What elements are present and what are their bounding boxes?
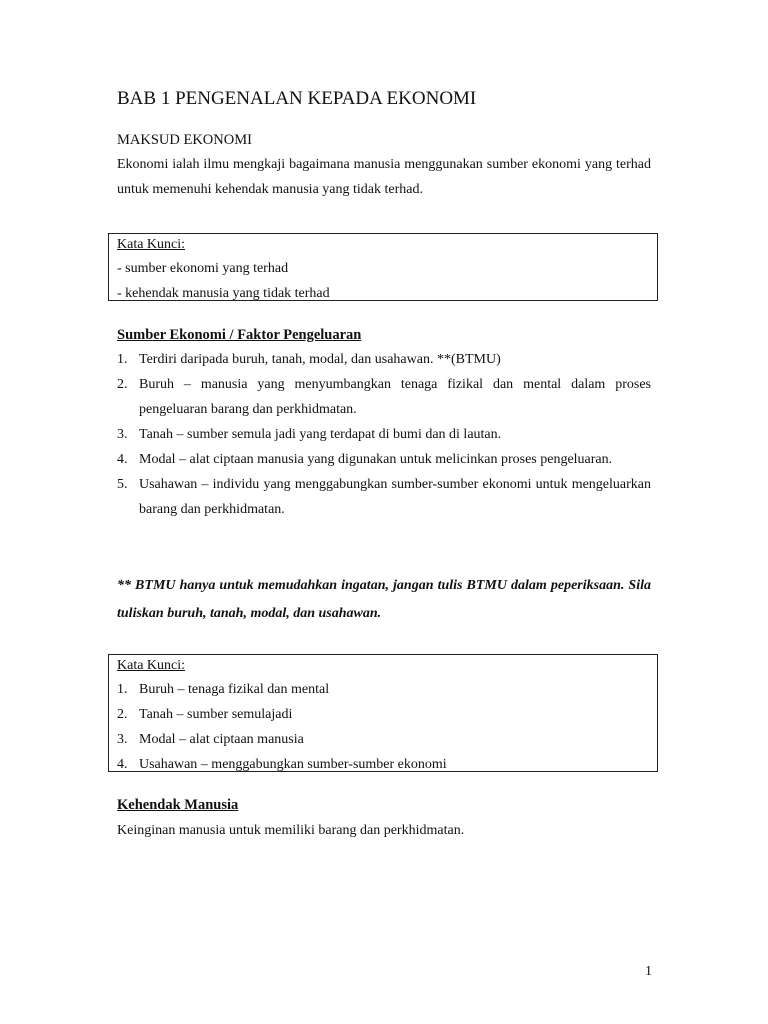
exam-note: ** BTMU hanya untuk memudahkan ingatan, jangan tulis BTMU dalam peperiksaan. Sila tuliskan buruh, tanah, modal, dan usahawan. [117, 578, 651, 621]
keyword-line: - kehendak manusia yang tidak terhad [117, 286, 330, 301]
list-text: Tanah – sumber semula jadi yang terdapat di bumi dan di lautan. [139, 427, 502, 442]
list-number: 1. [117, 352, 128, 367]
list-number: 1. [117, 682, 128, 697]
list-number: 2. [117, 707, 128, 722]
keyword-box-2-list [117, 677, 657, 777]
list-text: Buruh – tenaga fizikal dan mental [139, 682, 330, 697]
list-text: Usahawan – menggabungkan sumber-sumber ekonomi [139, 757, 447, 772]
section-heading-maksud-ekonomi: MAKSUD EKONOMI [117, 132, 252, 148]
keyword-box-2-title: Kata Kunci: [117, 658, 186, 673]
list-item [117, 422, 651, 447]
list-text: Buruh – manusia yang menyumbangkan tenaga fizikal dan mental dalam proses pengeluaran barang dan perkhidmatan. [139, 377, 651, 417]
list-item [117, 677, 657, 702]
list-text: Tanah – sumber semulajadi [139, 707, 293, 722]
list-item [117, 372, 651, 422]
list-item [117, 702, 657, 727]
factors-list [117, 347, 651, 522]
section-heading-sumber-ekonomi: Sumber Ekonomi / Faktor Pengeluaran [117, 327, 362, 343]
keyword-box-1 [108, 233, 658, 301]
list-number: 3. [117, 427, 128, 442]
list-item [117, 347, 651, 372]
keyword-box-1-title: Kata Kunci: [117, 237, 186, 252]
list-text: Usahawan – individu yang menggabungkan sumber-sumber ekonomi untuk mengeluarkan barang dan perkhidmatan. [139, 477, 651, 517]
list-item [117, 472, 651, 522]
page-title: BAB 1 PENGENALAN KEPADA EKONOMI [117, 88, 477, 109]
list-number: 5. [117, 477, 128, 492]
list-number: 3. [117, 732, 128, 747]
list-text: Modal – alat ciptaan manusia [139, 732, 304, 747]
list-text: Terdiri daripada buruh, tanah, modal, dan usahawan. **(BTMU) [139, 352, 501, 367]
keyword-box-2 [108, 654, 658, 772]
keyword-line: - sumber ekonomi yang terhad [117, 261, 289, 276]
list-item [117, 727, 657, 752]
list-item [117, 752, 657, 777]
list-item [117, 447, 651, 472]
page-number: 1 [645, 964, 652, 979]
kehendak-paragraph: Keinginan manusia untuk memiliki barang dan perkhidmatan. [117, 823, 465, 838]
list-number: 4. [117, 757, 128, 772]
list-number: 2. [117, 377, 128, 392]
list-number: 4. [117, 452, 128, 467]
definition-paragraph: Ekonomi ialah ilmu mengkaji bagaimana manusia menggunakan sumber ekonomi yang terhad untuk memenuhi kehendak manusia yang tidak terhad. [117, 157, 651, 197]
list-text: Modal – alat ciptaan manusia yang digunakan untuk melicinkan proses pengeluaran. [139, 452, 613, 467]
section-heading-kehendak-manusia: Kehendak Manusia [117, 797, 239, 813]
